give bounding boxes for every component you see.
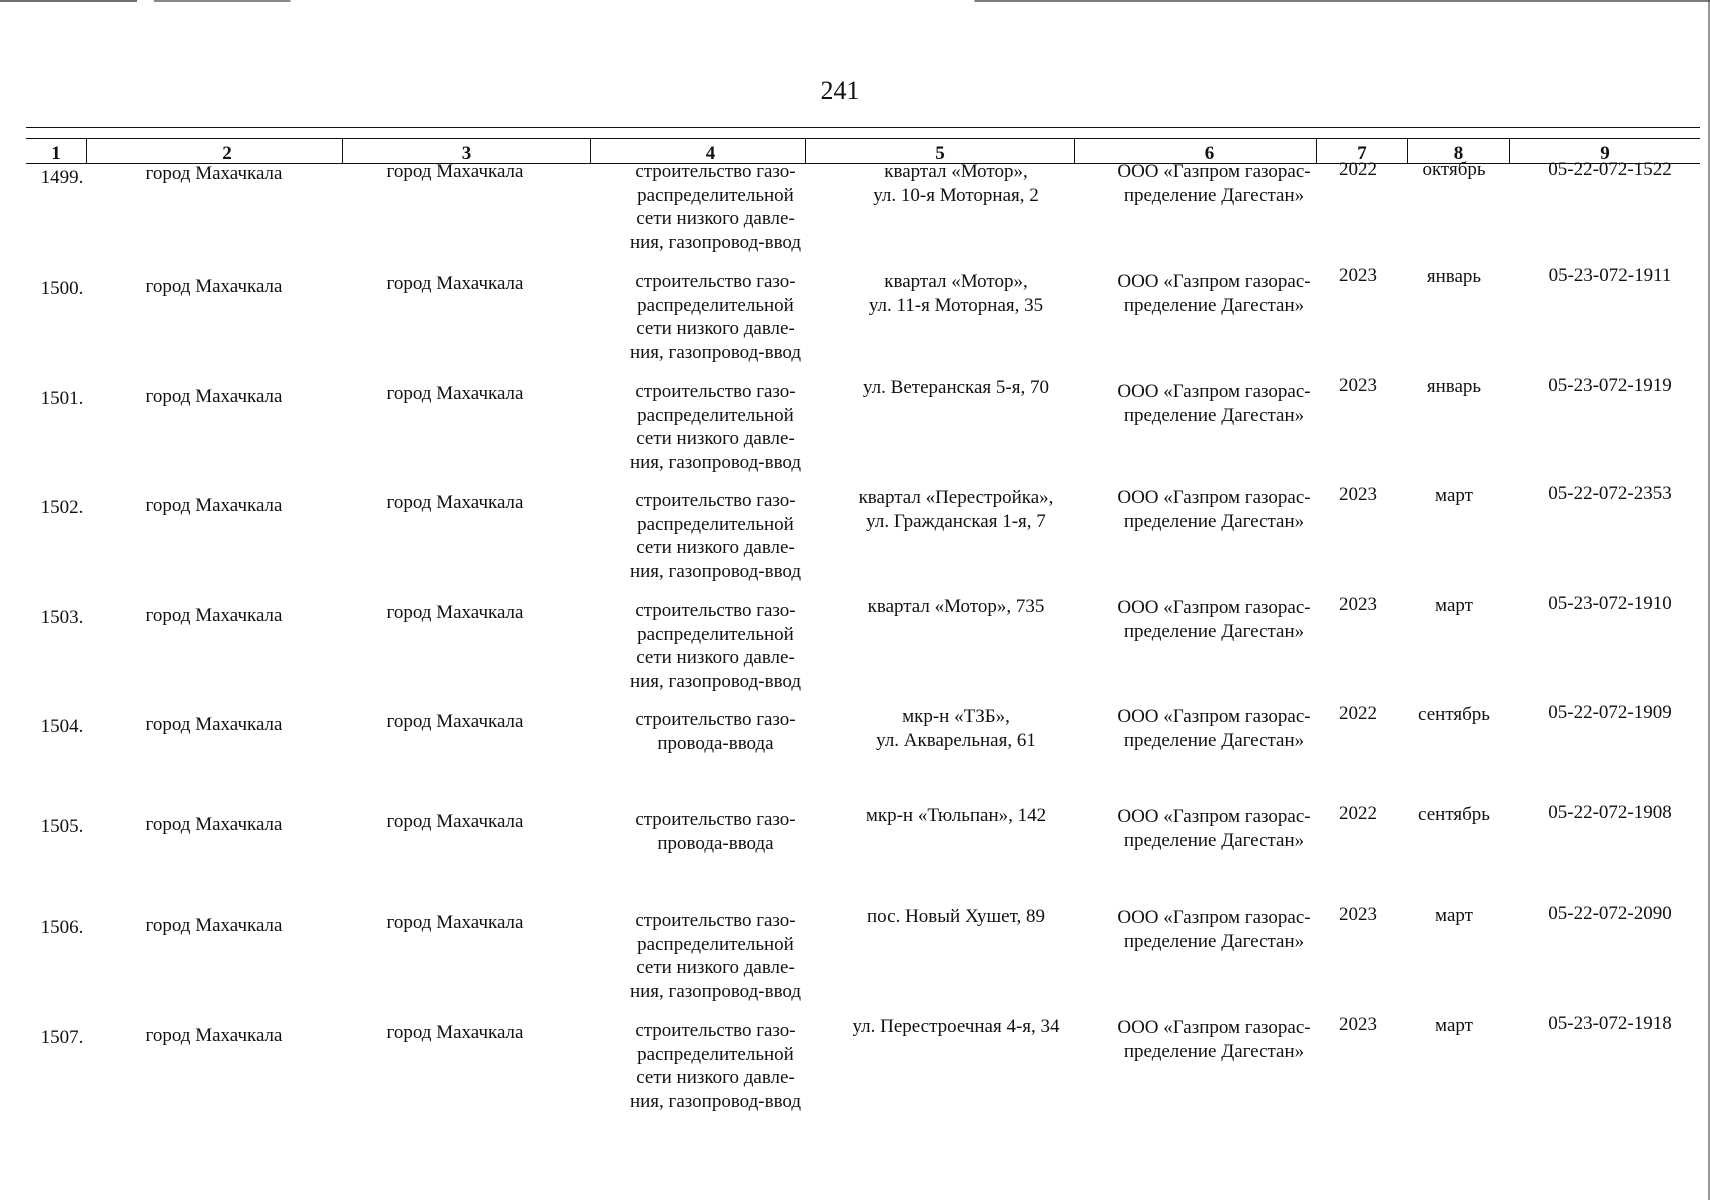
month-cell: март [1435, 485, 1473, 506]
page-number: 241 [820, 76, 860, 105]
year-cell: 2022 [1339, 159, 1377, 180]
address-cell: квартал «Мотор», ул. 11-я Моторная, 35 [868, 271, 1044, 316]
year-cell: 2023 [1339, 1014, 1377, 1035]
column-header-7: 7 [1316, 139, 1407, 163]
registry-code-cell: 05-23-072-1919 [1548, 375, 1672, 396]
description-cell: строительство газо- распределительной сети низкого давле- ния, газопровод-ввод [629, 381, 802, 473]
column-header-9: 9 [1509, 139, 1700, 163]
year-cell: 2023 [1339, 265, 1377, 286]
row-number: 1506. [40, 917, 84, 938]
row-number: 1505. [40, 816, 84, 837]
municipality-cell: город Махачкала [145, 714, 283, 735]
year-cell: 2023 [1339, 375, 1377, 396]
address-cell: ул. Перестроечная 4-я, 34 [852, 1016, 1060, 1037]
registry-code-cell: 05-22-072-1909 [1548, 702, 1672, 723]
row-number: 1499. [40, 167, 84, 188]
registry-code-cell: 05-22-072-1522 [1548, 159, 1672, 180]
row-number: 1500. [40, 278, 84, 299]
month-cell: март [1435, 1015, 1473, 1036]
organization-cell: ООО «Газпром газорас- пределение Дагестан» [1117, 907, 1311, 952]
year-cell: 2023 [1339, 484, 1377, 505]
registry-code-cell: 05-22-072-2353 [1548, 483, 1672, 504]
description-cell: строительство газо- распределительной сети низкого давле- ния, газопровод-ввод [629, 271, 802, 363]
registry-code-cell: 05-23-072-1911 [1548, 265, 1672, 286]
description-cell: строительство газо- распределительной сети низкого давле- ния, газопровод-ввод [629, 600, 802, 692]
registry-code-cell: 05-22-072-1908 [1548, 802, 1672, 823]
settlement-cell: город Махачкала [386, 811, 524, 832]
row-number: 1507. [40, 1027, 84, 1048]
month-cell: сентябрь [1418, 704, 1490, 725]
year-cell: 2023 [1339, 904, 1377, 925]
organization-cell: ООО «Газпром газорас- пределение Дагестан» [1117, 806, 1311, 851]
address-cell: мкр-н «Тюльпан», 142 [865, 805, 1047, 826]
address-cell: пос. Новый Хушет, 89 [867, 906, 1045, 927]
settlement-cell: город Махачкала [386, 711, 524, 732]
address-cell: квартал «Перестройка», ул. Гражданская 1-я, 7 [858, 487, 1054, 532]
row-number: 1504. [40, 716, 84, 737]
month-cell: сентябрь [1418, 804, 1490, 825]
row-number: 1501. [40, 388, 84, 409]
row-number: 1502. [40, 497, 84, 518]
settlement-cell: город Махачкала [386, 602, 524, 623]
description-cell: строительство газо- распределительной сети низкого давле- ния, газопровод-ввод [629, 161, 802, 253]
scan-edge-top [0, 0, 1710, 2]
column-header-3: 3 [342, 139, 590, 163]
month-cell: октябрь [1422, 159, 1486, 180]
column-header-1: 1 [51, 143, 61, 164]
year-cell: 2023 [1339, 594, 1377, 615]
organization-cell: ООО «Газпром газорас- пределение Дагестан» [1117, 381, 1311, 426]
year-cell: 2022 [1339, 803, 1377, 824]
organization-cell: ООО «Газпром газорас- пределение Дагестан» [1117, 706, 1311, 751]
municipality-cell: город Махачкала [145, 605, 283, 626]
settlement-cell: город Махачкала [386, 912, 524, 933]
address-cell: квартал «Мотор», ул. 10-я Моторная, 2 [873, 161, 1039, 206]
municipality-cell: город Махачкала [145, 1025, 283, 1046]
municipality-cell: город Махачкала [145, 386, 283, 407]
registry-code-cell: 05-22-072-2090 [1548, 903, 1672, 924]
organization-cell: ООО «Газпром газорас- пределение Дагестан» [1117, 161, 1311, 206]
column-header-5: 5 [805, 139, 1074, 163]
settlement-cell: город Махачкала [386, 492, 524, 513]
description-cell: строительство газо- провода-ввода [635, 709, 796, 754]
settlement-cell: город Махачкала [386, 1022, 524, 1043]
column-header-2: 2 [86, 139, 367, 163]
settlement-cell: город Махачкала [386, 383, 524, 404]
column-header-6: 6 [1074, 139, 1344, 163]
column-header-8: 8 [1407, 139, 1509, 163]
registry-code-cell: 05-23-072-1918 [1548, 1013, 1672, 1034]
municipality-cell: город Махачкала [145, 276, 283, 297]
organization-cell: ООО «Газпром газорас- пределение Дагестан» [1117, 487, 1311, 532]
municipality-cell: город Махачкала [145, 495, 283, 516]
settlement-cell: город Махачкала [386, 161, 524, 182]
municipality-cell: город Махачкала [145, 814, 283, 835]
address-cell: мкр-н «ТЗБ», ул. Акварельная, 61 [876, 706, 1036, 751]
month-cell: март [1435, 595, 1473, 616]
column-header-4: 4 [590, 139, 830, 163]
month-cell: март [1435, 905, 1473, 926]
organization-cell: ООО «Газпром газорас- пределение Дагестан» [1117, 1017, 1311, 1062]
organization-cell: ООО «Газпром газорас- пределение Дагестан» [1117, 271, 1311, 316]
municipality-cell: город Махачкала [145, 163, 283, 184]
organization-cell: ООО «Газпром газорас- пределение Дагестан» [1117, 597, 1311, 642]
month-cell: январь [1426, 266, 1482, 287]
description-cell: строительство газо- распределительной сети низкого давле- ния, газопровод-ввод [629, 1020, 802, 1112]
municipality-cell: город Махачкала [145, 915, 283, 936]
month-cell: январь [1426, 376, 1482, 397]
address-cell: квартал «Мотор», 735 [867, 596, 1045, 617]
header-top-rule [26, 127, 1700, 128]
address-cell: ул. Ветеранская 5-я, 70 [863, 377, 1049, 398]
registry-code-cell: 05-23-072-1910 [1548, 593, 1672, 614]
description-cell: строительство газо- провода-ввода [635, 809, 796, 854]
year-cell: 2022 [1339, 703, 1377, 724]
description-cell: строительство газо- распределительной сети низкого давле- ния, газопровод-ввод [629, 490, 802, 582]
description-cell: строительство газо- распределительной сети низкого давле- ния, газопровод-ввод [629, 910, 802, 1002]
settlement-cell: город Махачкала [386, 273, 524, 294]
row-number: 1503. [40, 607, 84, 628]
